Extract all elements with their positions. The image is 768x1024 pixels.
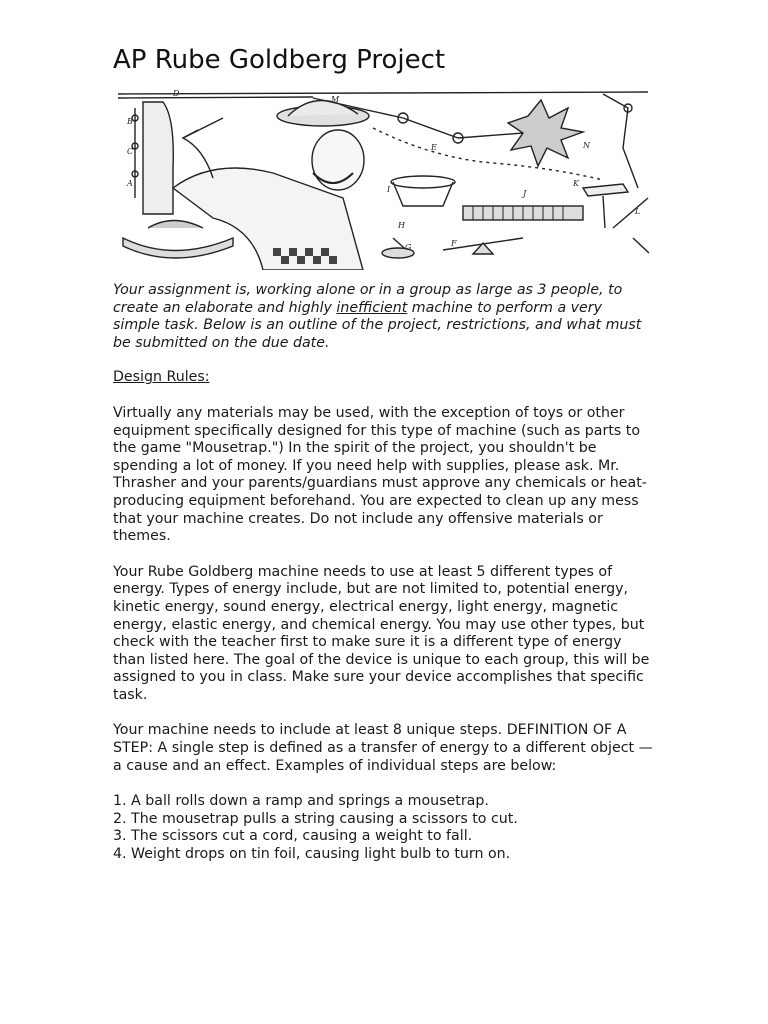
energy-paragraph: Your Rube Goldberg machine needs to use at least 5 different types of energy. Types of energy include, but are not limited to, potential energy, kinetic energy, sound energy, electrical energy, light energy, magnetic energy, elastic energy, and chemical energy. You may use other types, but check with the teacher first to make sure it is a different type of energy than listed here. The goal of the device is unique to each group, this will be assigned to you in class. Make sure your device accomplishes that specific task. bbox=[113, 563, 650, 703]
example-steps-list bbox=[113, 793, 653, 863]
list-item: 3. The scissors cut a cord, causing a weight to fall. bbox=[113, 828, 473, 845]
design-rules-heading: Design Rules: bbox=[113, 369, 210, 386]
materials-paragraph: Virtually any materials may be used, with the exception of toys or other equipment specifically designed for this type of machine (such as parts to the game "Mousetrap.") In the spirit of the project, you shouldn't be spending a lot of money. If you need help with supplies, please ask. Mr. Thrasher and your parents/guardians must approve any chemicals or heat-producing equipment beforehand. You are expected to clean up any mess that your machine creates. Do not include any offensive materials or themes. bbox=[113, 404, 647, 545]
label-m: M bbox=[331, 95, 340, 104]
inefficient-emphasis: inefficient bbox=[336, 299, 408, 316]
label-i: I bbox=[387, 185, 391, 194]
intro-text-end: machine to perform a very simple task. Below is an outline of the project, restrictions, and what must be submitted on the due date. bbox=[113, 299, 642, 351]
label-a: A bbox=[127, 179, 133, 188]
label-h: H bbox=[398, 221, 405, 230]
label-b: B bbox=[127, 117, 133, 126]
label-j: J bbox=[523, 189, 527, 198]
label-f: F bbox=[451, 239, 457, 248]
list-item: 1. A ball rolls down a ramp and springs a mousetrap. bbox=[113, 793, 489, 810]
label-c: C bbox=[127, 147, 134, 156]
intro-text-start: Your assignment is, working alone or in a group as large as 3 people, to create an elaborate and highly bbox=[113, 282, 623, 316]
steps-paragraph: Your machine needs to include at least 8 unique steps. DEFINITION OF A STEP: A single step is defined as a transfer of energy to a different object — a cause and an effect. Examples of individual steps are below: bbox=[113, 722, 653, 774]
label-g: G bbox=[405, 243, 412, 252]
list-item: 2. The mousetrap pulls a string causing a scissors to cut. bbox=[113, 810, 518, 827]
document-page bbox=[113, 42, 653, 864]
page-title: AP Rube Goldberg Project bbox=[113, 45, 446, 75]
label-d: D bbox=[173, 89, 180, 98]
label-e: E bbox=[431, 143, 437, 152]
intro-paragraph bbox=[113, 282, 653, 352]
label-l: L bbox=[635, 207, 641, 216]
rube-goldberg-illustration bbox=[113, 88, 653, 270]
label-k: K bbox=[573, 179, 579, 188]
list-item: 4. Weight drops on tin foil, causing light bulb to turn on. bbox=[113, 846, 511, 863]
label-n: N bbox=[583, 141, 590, 150]
